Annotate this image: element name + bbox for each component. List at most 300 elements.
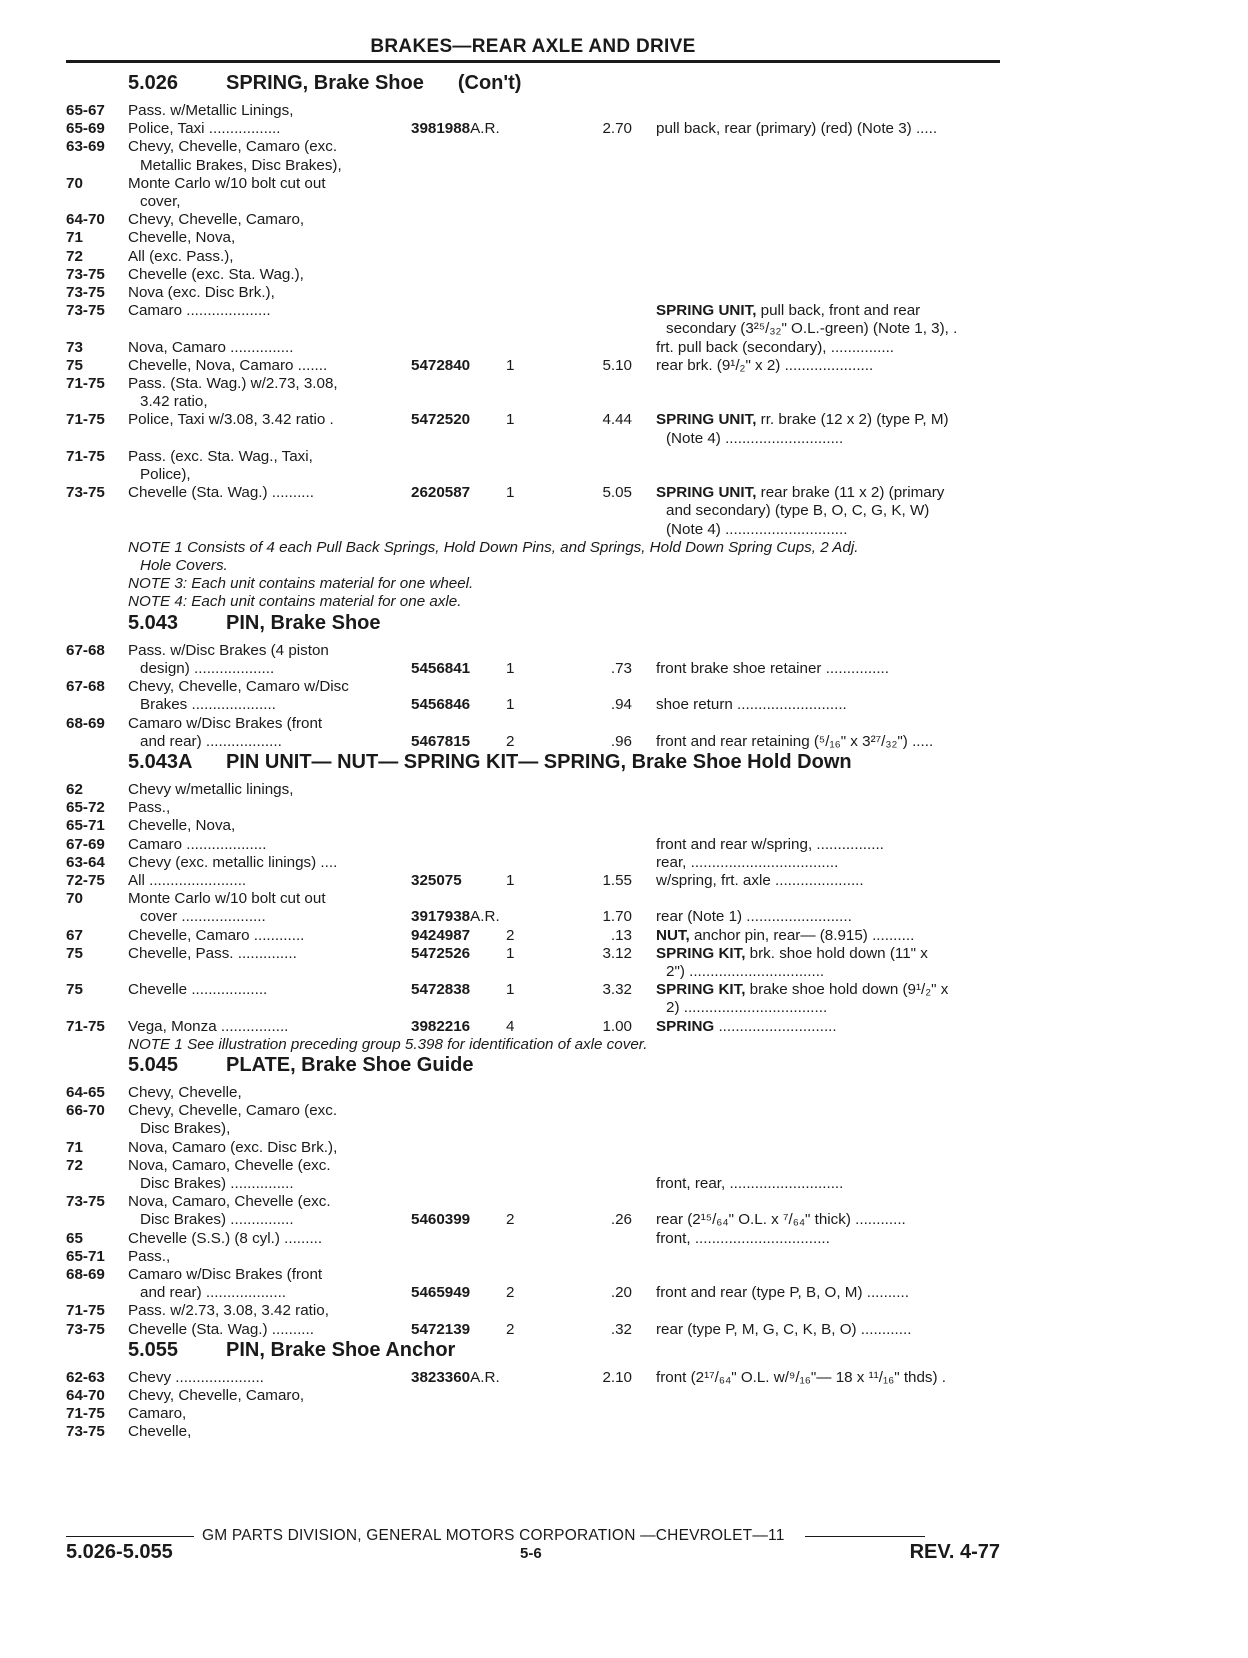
part-number-cell: [411, 981, 506, 999]
part-name-cell: [632, 908, 1006, 926]
price: [572, 521, 632, 539]
part-name-cell: [632, 890, 1006, 908]
part-number-cell: [411, 1284, 506, 1302]
quantity: [506, 430, 572, 448]
application-description: and rear) ..................: [140, 732, 282, 750]
price: .96: [610, 732, 632, 750]
quantity: [506, 339, 572, 357]
table-row: [66, 284, 1006, 302]
application-description: Camaro w/Disc Brakes (front: [128, 1265, 323, 1283]
quantity: 2: [506, 926, 515, 944]
price: [572, 999, 632, 1017]
part-name: ............................: [714, 1017, 837, 1035]
part-name-bold: SPRING KIT,: [656, 944, 746, 962]
quantity: [506, 715, 572, 733]
quantity: [506, 963, 572, 981]
footer-rule-left: [66, 1536, 194, 1537]
table-row: [66, 1387, 1006, 1405]
part-name-cell: [632, 642, 1006, 660]
part-number-cell: [411, 799, 506, 817]
part-name-cell: [632, 696, 1006, 714]
page-range: 5.026-5.055: [66, 1541, 173, 1563]
table-row: [66, 799, 1006, 817]
part-number: 5472139: [411, 1320, 471, 1338]
section-title: PIN, Brake Shoe: [226, 611, 381, 634]
section-number: 5.043A: [128, 750, 193, 773]
table-row: [66, 715, 1006, 733]
quantity: [506, 1387, 572, 1405]
footer-rule-right: [805, 1536, 925, 1537]
table-row: [66, 781, 1006, 799]
model-years: [66, 157, 128, 175]
table-row: [66, 1175, 1006, 1193]
quantity: [506, 836, 572, 854]
part-name-cell: [632, 266, 1006, 284]
application-description: Nova, Camaro (exc. Disc Brk.),: [128, 1138, 338, 1156]
model-years: 71: [66, 1138, 83, 1156]
part-name-cell: [632, 1018, 1006, 1036]
section-number: 5.043: [128, 611, 179, 634]
model-years: 65-72: [66, 799, 105, 817]
part-number-cell: [411, 908, 506, 926]
quantity: [506, 211, 572, 229]
table-row: [66, 521, 1006, 539]
part-number-cell: [411, 1102, 506, 1120]
application-description: Camaro ...................: [128, 835, 267, 853]
application-description: Camaro w/Disc Brakes (front: [128, 714, 323, 732]
table-row: [66, 890, 1006, 908]
quantity: [506, 248, 572, 266]
price: [572, 1139, 632, 1157]
part-name-cell: [632, 320, 1006, 338]
price: [572, 799, 632, 817]
quantity: [506, 1423, 572, 1441]
application-description: Chevelle,: [128, 1423, 192, 1441]
price: [572, 817, 632, 835]
price: 2.70: [602, 120, 632, 138]
price: [572, 339, 632, 357]
table-row: [66, 1018, 1006, 1036]
part-name-cell: [632, 1369, 1006, 1387]
application-description: Monte Carlo w/10 bolt cut out: [128, 890, 326, 908]
part-number-cell: [411, 1387, 506, 1405]
part-name-cell: [632, 781, 1006, 799]
table-row: [66, 120, 1006, 138]
part-number-cell: [411, 1369, 506, 1387]
quantity: [506, 302, 572, 320]
model-years: 65: [66, 1229, 83, 1247]
section-number: 5.055: [128, 1338, 179, 1361]
quantity: 2: [506, 732, 515, 750]
part-name: rear, ...................................: [656, 853, 839, 871]
model-years: 62-63: [66, 1368, 105, 1386]
part-number-cell: [411, 890, 506, 908]
application-description: [128, 502, 411, 520]
price: [572, 963, 632, 981]
model-years: 75: [66, 981, 83, 999]
table-row: [66, 102, 1006, 120]
part-number-cell: [411, 927, 506, 945]
model-years: 64-70: [66, 1387, 105, 1404]
part-name: frt. pull back (secondary), ...............: [656, 338, 895, 356]
model-years: [66, 393, 128, 411]
application-description: Chevy .....................: [128, 1368, 264, 1386]
quantity: 1: [506, 981, 515, 999]
quantity: 2: [506, 1284, 515, 1302]
quantity: [506, 502, 572, 520]
part-number: 5472526: [411, 944, 471, 962]
model-years: 70: [66, 174, 83, 192]
table-row: [66, 1423, 1006, 1441]
price: [572, 229, 632, 247]
model-years: 72: [66, 247, 83, 265]
model-years: 73-75: [66, 265, 105, 283]
part-number-cell: [411, 1405, 506, 1423]
price: [572, 1230, 632, 1248]
quantity: [506, 157, 572, 175]
part-number: 5472520: [411, 411, 471, 429]
price: 1.70: [602, 908, 632, 926]
part-name: rr. brake (12 x 2) (type P, M): [756, 411, 949, 429]
part-number-cell: [411, 1157, 506, 1175]
price: 5.05: [602, 484, 632, 502]
table-row: [66, 211, 1006, 229]
application-description: Pass.,: [128, 799, 171, 817]
table-row: [66, 981, 1006, 999]
quantity: [506, 229, 572, 247]
revision-label: REV. 4-77: [909, 1541, 1000, 1563]
part-number-cell: [411, 1321, 506, 1339]
model-years: 68-69: [66, 714, 105, 732]
part-name: front and rear retaining (⁵/₁₆" x 3²⁷/₃₂") .....: [656, 732, 934, 750]
part-name-cell: [632, 466, 1006, 484]
part-name-cell: [632, 138, 1006, 156]
part-name: front and rear w/spring, ................: [656, 835, 884, 853]
part-number-cell: [411, 393, 506, 411]
part-name: shoe return ..........................: [656, 696, 847, 714]
part-name-cell: [632, 521, 1006, 539]
section-note: NOTE 3: Each unit contains material for one wheel.: [128, 575, 474, 593]
part-name-bold: SPRING UNIT,: [656, 411, 757, 429]
part-number: 5472838: [411, 981, 471, 999]
table-row: [66, 1405, 1006, 1423]
part-name: 2) ..................................: [666, 999, 828, 1017]
table-row: [66, 266, 1006, 284]
price: [572, 781, 632, 799]
part-number-cell: [411, 642, 506, 660]
part-number-cell: [411, 339, 506, 357]
application-description: [128, 963, 411, 981]
part-name-cell: [632, 799, 1006, 817]
table-row: [66, 999, 1006, 1017]
price: [572, 302, 632, 320]
model-years: 73-75: [66, 484, 105, 502]
model-years: [66, 999, 128, 1017]
part-name-bold: SPRING KIT,: [656, 981, 746, 999]
part-name-cell: [632, 1248, 1006, 1266]
model-years: [66, 521, 128, 539]
part-number: 5460399: [411, 1211, 471, 1229]
model-years: 67-69: [66, 835, 105, 853]
model-years: [66, 1211, 128, 1229]
part-name-cell: [632, 484, 1006, 502]
table-row: [66, 1284, 1006, 1302]
quantity: [506, 1157, 572, 1175]
part-name-cell: [632, 175, 1006, 193]
header-rule: [66, 60, 1000, 63]
price: [572, 138, 632, 156]
table-row: [66, 1369, 1006, 1387]
model-years: [66, 660, 128, 678]
application-description: Chevelle ..................: [128, 981, 268, 999]
price: [572, 1157, 632, 1175]
part-number: 3917938: [411, 908, 471, 926]
model-years: 71-75: [66, 1302, 105, 1320]
part-name-cell: [632, 1084, 1006, 1102]
model-years: 73-75: [66, 1193, 105, 1211]
model-years: [66, 430, 128, 448]
table-row: [66, 193, 1006, 211]
model-years: 67-68: [66, 678, 105, 696]
table-row: [66, 229, 1006, 247]
price: [572, 890, 632, 908]
quantity: [506, 908, 572, 926]
application-description: Chevy (exc. metallic linings) ....: [128, 853, 338, 871]
model-years: 63-64: [66, 853, 105, 871]
quantity: 1: [506, 696, 515, 714]
application-description: Chevelle, Pass. ..............: [128, 944, 297, 962]
part-name: pull back, front and rear: [756, 302, 921, 320]
part-name-bold: NUT,: [656, 926, 690, 944]
table-row: [66, 660, 1006, 678]
model-years: [66, 193, 128, 211]
price: .20: [610, 1284, 632, 1302]
part-name: front, rear, ...........................: [656, 1174, 844, 1192]
price: .32: [610, 1320, 632, 1338]
part-number-cell: [411, 466, 506, 484]
part-name: w/spring, frt. axle .....................: [656, 871, 864, 889]
part-number-cell: [411, 1302, 506, 1320]
model-years: 73-75: [66, 1423, 105, 1441]
model-years: 65-67: [66, 102, 105, 119]
page-number: 5-6: [520, 1545, 542, 1562]
price: [572, 642, 632, 660]
model-years: 70: [66, 890, 83, 908]
application-description: cover ....................: [140, 908, 266, 926]
part-number: 5465949: [411, 1284, 471, 1302]
model-years: 67: [66, 926, 83, 944]
table-row: [66, 927, 1006, 945]
model-years: 62: [66, 780, 83, 798]
application-description: and rear) ...................: [140, 1284, 287, 1302]
section-note: NOTE 1 Consists of 4 each Pull Back Springs, Hold Down Pins, and Springs, Hold Down Spring Cups, 2 Adj.: [128, 538, 859, 556]
model-years: [66, 696, 128, 714]
price: 4.44: [602, 411, 632, 429]
price: [572, 157, 632, 175]
section-heading: [128, 612, 1006, 642]
part-number-cell: [411, 430, 506, 448]
table-row: [66, 1139, 1006, 1157]
model-years: 75: [66, 944, 83, 962]
application-description: 3.42 ratio,: [140, 393, 208, 411]
part-name-bold: SPRING UNIT,: [656, 484, 757, 502]
part-name-cell: [632, 1193, 1006, 1211]
table-row: [66, 1266, 1006, 1284]
quantity: [506, 193, 572, 211]
table-row: [66, 320, 1006, 338]
section-note: NOTE 4: Each unit contains material for one axle.: [128, 593, 462, 611]
part-name: rear brake (11 x 2) (primary: [756, 484, 945, 502]
part-name-cell: [632, 854, 1006, 872]
table-row: [66, 1193, 1006, 1211]
quantity: [506, 284, 572, 302]
part-name-cell: [632, 927, 1006, 945]
application-description: Chevy, Chevelle, Camaro (exc.: [128, 1102, 338, 1120]
part-name: (Note 4) ............................: [666, 429, 844, 447]
model-years: 71-75: [66, 375, 105, 393]
quantity: 4: [506, 1017, 515, 1035]
price: [572, 266, 632, 284]
part-name: rear (2¹⁵/₆₄" O.L. x ⁷/₆₄" thick) ............: [656, 1211, 906, 1229]
quantity: [506, 1230, 572, 1248]
application-description: Chevelle (Sta. Wag.) ..........: [128, 1320, 314, 1338]
application-description: Chevy, Chevelle, Camaro,: [128, 1387, 305, 1404]
part-name-cell: [632, 1211, 1006, 1229]
price: .94: [610, 696, 632, 714]
model-years: 73-75: [66, 302, 105, 320]
part-name-cell: [632, 1175, 1006, 1193]
part-number-cell: [411, 357, 506, 375]
application-description: Camaro,: [128, 1405, 187, 1423]
part-number-cell: [411, 872, 506, 890]
quantity: 1: [506, 871, 515, 889]
model-years: 68-69: [66, 1265, 105, 1283]
part-number: 5456841: [411, 659, 471, 677]
part-name-cell: [632, 1321, 1006, 1339]
price: [572, 1405, 632, 1423]
part-number-cell: [411, 266, 506, 284]
model-years: 71-75: [66, 447, 105, 465]
part-name-cell: [632, 102, 1006, 120]
price: [572, 175, 632, 193]
part-name-cell: [632, 945, 1006, 963]
quantity: [506, 817, 572, 835]
price: [572, 1302, 632, 1320]
part-number-cell: [411, 1018, 506, 1036]
table-row: [66, 696, 1006, 714]
application-description: Pass. w/Disc Brakes (4 piston: [128, 641, 329, 659]
application-description: Chevy w/metallic linings,: [128, 780, 294, 798]
application-description: Brakes ....................: [140, 696, 276, 714]
application-description: [128, 320, 411, 338]
part-number-cell: [411, 1248, 506, 1266]
part-name: brake shoe hold down (9¹/₂" x: [745, 981, 949, 999]
table-row: [66, 854, 1006, 872]
model-years: [66, 502, 128, 520]
model-years: [66, 320, 128, 338]
part-name-cell: [632, 302, 1006, 320]
application-description: Metallic Brakes, Disc Brakes),: [140, 156, 342, 174]
part-number-cell: [411, 733, 506, 751]
application-description: All (exc. Pass.),: [128, 247, 234, 265]
part-name-cell: [632, 999, 1006, 1017]
model-years: 71: [66, 229, 83, 247]
quantity: [506, 1084, 572, 1102]
quantity: [506, 1405, 572, 1423]
table-row: [66, 963, 1006, 981]
table-row: [66, 302, 1006, 320]
table-row: [66, 908, 1006, 926]
part-number-cell: [411, 193, 506, 211]
part-number-cell: [411, 248, 506, 266]
part-number-cell: [411, 1193, 506, 1211]
table-row: [66, 1211, 1006, 1229]
section-number: 5.045: [128, 1053, 179, 1076]
part-name-cell: [632, 1423, 1006, 1441]
quantity: [506, 393, 572, 411]
page-header-title: BRAKES—REAR AXLE AND DRIVE: [370, 36, 696, 57]
application-description: Disc Brakes) ...............: [140, 1174, 294, 1192]
table-row: [66, 836, 1006, 854]
quantity: [506, 890, 572, 908]
quantity: [506, 781, 572, 799]
application-description: Pass. w/2.73, 3.08, 3.42 ratio,: [128, 1302, 329, 1320]
part-name-cell: [632, 733, 1006, 751]
application-description: Pass. w/Metallic Linings,: [128, 102, 294, 119]
part-name-cell: [632, 1387, 1006, 1405]
quantity: [506, 102, 572, 120]
table-row: [66, 945, 1006, 963]
table-row: [66, 817, 1006, 835]
part-number-cell: [411, 138, 506, 156]
section-number: 5.026: [128, 72, 179, 94]
price: 1.55: [602, 871, 632, 889]
table-row: [66, 448, 1006, 466]
section-title: PLATE, Brake Shoe Guide: [226, 1053, 474, 1076]
quantity: [506, 1139, 572, 1157]
price: [572, 1248, 632, 1266]
price: [572, 393, 632, 411]
table-row: [66, 357, 1006, 375]
application-description: Chevelle, Nova,: [128, 817, 236, 835]
part-number-cell: [411, 1266, 506, 1284]
quantity: [506, 1193, 572, 1211]
part-number-cell: [411, 375, 506, 393]
part-name-cell: [632, 211, 1006, 229]
as-required-qty: A.R.: [470, 1368, 500, 1386]
part-number-cell: [411, 1423, 506, 1441]
part-name-cell: [632, 715, 1006, 733]
price: 5.10: [602, 356, 632, 374]
model-years: 65-71: [66, 817, 105, 835]
footer-publisher: GM PARTS DIVISION, GENERAL MOTORS CORPORATION —CHEVROLET—11: [202, 1527, 785, 1544]
section-title: SPRING, Brake Shoe: [226, 72, 424, 94]
part-number-cell: [411, 102, 506, 120]
quantity: 1: [506, 356, 515, 374]
model-years: [66, 1120, 128, 1138]
model-years: 73: [66, 338, 83, 356]
section-heading: [128, 751, 1006, 781]
part-name-cell: [632, 411, 1006, 429]
part-name-cell: [632, 817, 1006, 835]
part-name: rear (type P, M, G, C, K, B, O) ............: [656, 1320, 912, 1338]
model-years: 71-75: [66, 411, 105, 429]
table-row: [66, 678, 1006, 696]
price: [572, 375, 632, 393]
section-heading: [128, 1339, 1006, 1369]
as-required-qty: A.R.: [470, 908, 500, 926]
part-name: secondary (3²⁵/₃₂" O.L.-green) (Note 1, 3), .: [666, 320, 958, 338]
